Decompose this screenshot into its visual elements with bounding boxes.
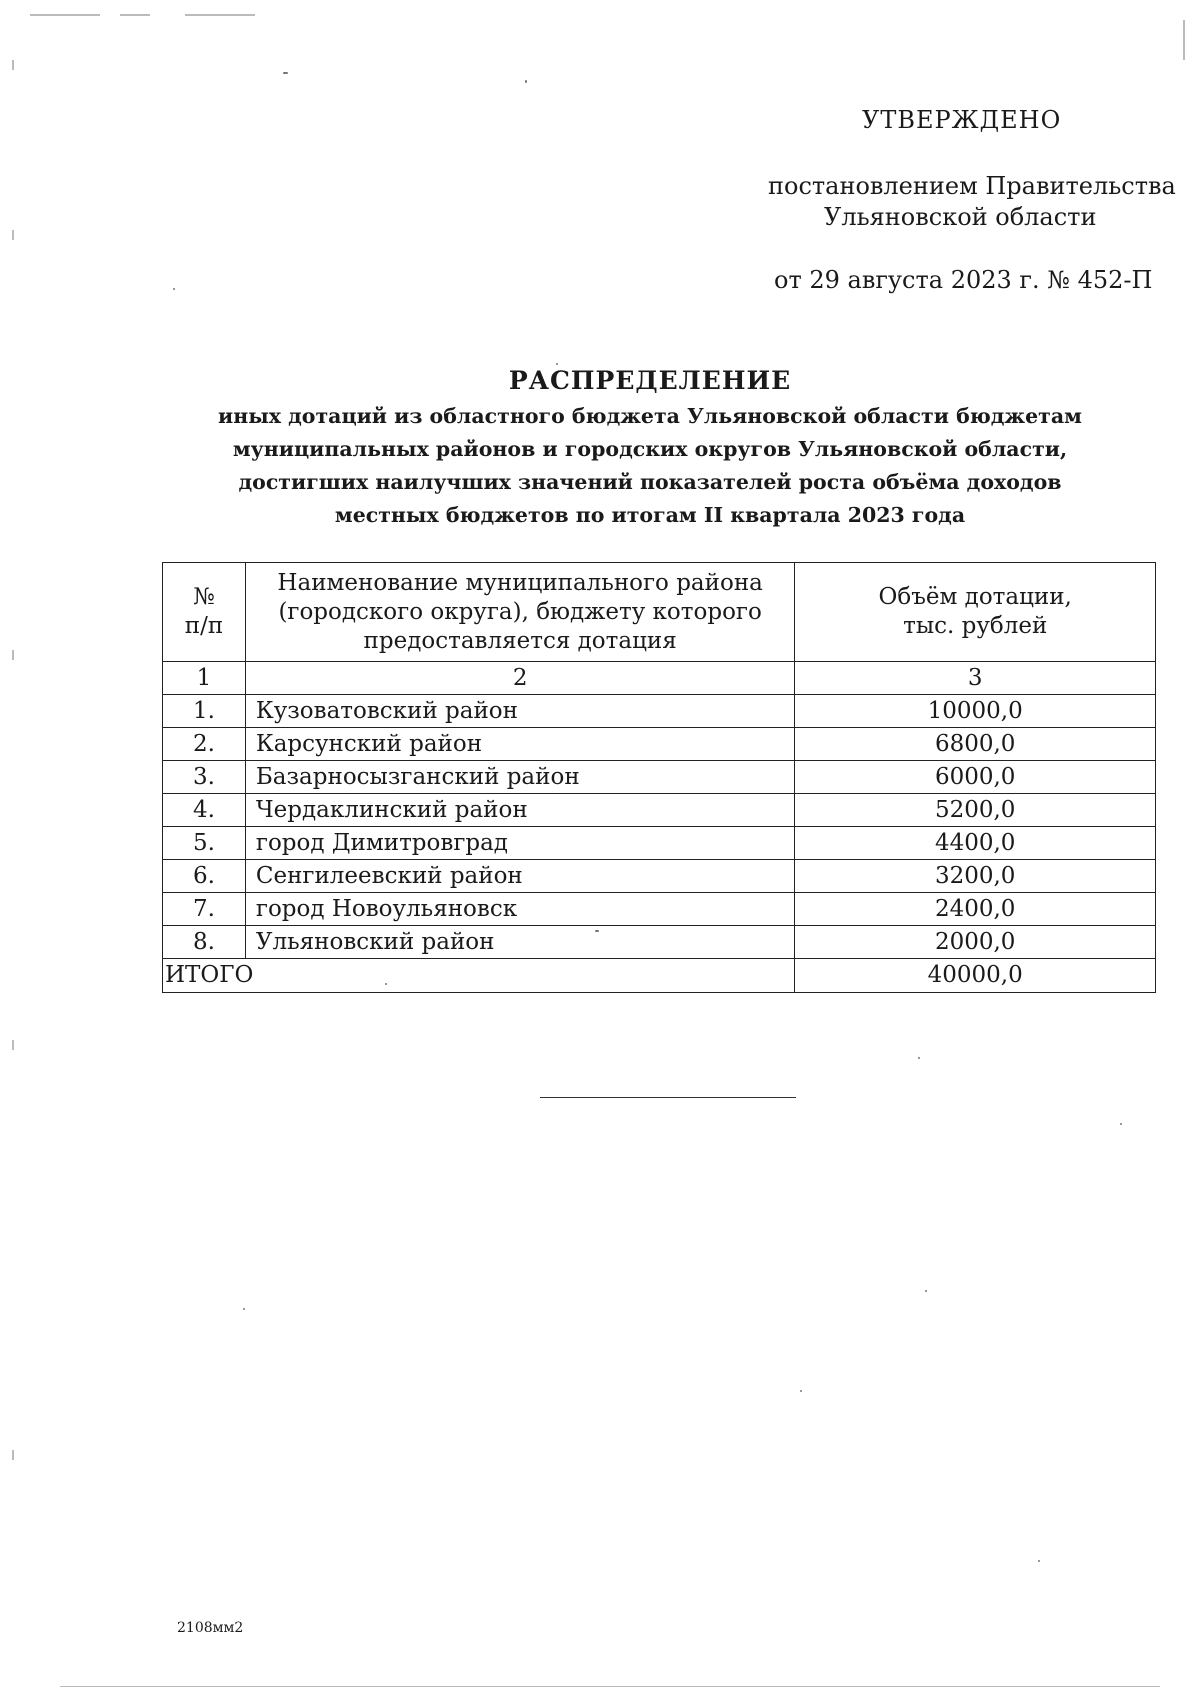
header-amount: Объём дотации, тыс. рублей (795, 563, 1156, 662)
total-row (163, 959, 1156, 993)
scan-artifact (173, 288, 175, 290)
scan-artifact (30, 14, 100, 16)
scan-artifact (556, 363, 558, 365)
row-name: город Новоульяновск (245, 893, 795, 926)
row-index: 7. (163, 893, 246, 926)
row-value: 4400,0 (795, 827, 1156, 860)
document-subtitle (170, 400, 1130, 532)
subtitle-line: иных дотаций из областного бюджета Ульяновской области бюджетам (218, 404, 1082, 428)
table-row (163, 761, 1156, 794)
row-index: 2. (163, 728, 246, 761)
row-index: 6. (163, 860, 246, 893)
scan-artifact (1038, 1560, 1040, 1562)
scan-artifact (925, 1290, 927, 1292)
table-row (163, 827, 1156, 860)
approval-decree: постановлением Правительства (768, 172, 1176, 200)
subtitle-line: муниципальных районов и городских округов Ульяновской области, (232, 437, 1068, 461)
approval-region: Ульяновской области (824, 203, 1097, 231)
distribution-table (162, 562, 1156, 993)
scan-artifact (60, 1686, 1160, 1687)
scan-artifact (800, 1390, 802, 1392)
row-value: 2000,0 (795, 926, 1156, 959)
scan-artifact (1120, 1123, 1122, 1125)
row-name: Ульяновский район (245, 926, 795, 959)
scan-artifact (525, 80, 527, 83)
row-value: 3200,0 (795, 860, 1156, 893)
row-index: 8. (163, 926, 246, 959)
approval-stamp: УТВЕРЖДЕНО (862, 106, 1062, 134)
scan-artifact (12, 650, 14, 660)
row-value: 6000,0 (795, 761, 1156, 794)
subtitle-line: местных бюджетов по итогам II квартала 2023 года (334, 503, 966, 527)
row-index: 3. (163, 761, 246, 794)
row-value: 10000,0 (795, 695, 1156, 728)
row-name: город Димитровград (245, 827, 795, 860)
scan-artifact (12, 1040, 14, 1050)
table-row (163, 860, 1156, 893)
total-value: 40000,0 (795, 959, 1156, 993)
separator-line (540, 1097, 796, 1098)
column-number: 3 (795, 662, 1156, 695)
row-value: 6800,0 (795, 728, 1156, 761)
row-index: 4. (163, 794, 246, 827)
scan-artifact (12, 60, 14, 70)
header-number: № п/п (163, 563, 246, 662)
table-row (163, 893, 1156, 926)
scan-artifact (12, 1450, 14, 1460)
row-name: Базарносызганский район (245, 761, 795, 794)
scan-artifact (243, 1308, 245, 1310)
scan-artifact (185, 14, 255, 16)
table-row (163, 794, 1156, 827)
scan-artifact (1183, 20, 1185, 60)
scan-artifact (918, 1057, 920, 1059)
table-row (163, 926, 1156, 959)
approval-date: от 29 августа 2023 г. № 452-П (774, 266, 1153, 294)
total-label: ИТОГО (163, 959, 795, 993)
row-name: Чердаклинский район (245, 794, 795, 827)
document-title: РАСПРЕДЕЛЕНИЕ (508, 366, 792, 395)
table-header-row (163, 563, 1156, 662)
row-index: 5. (163, 827, 246, 860)
header-name: Наименование муниципального района (городского округа), бюджету которого предоставляется дотация (245, 563, 795, 662)
subtitle-line: достигших наилучших значений показателей роста объёма доходов (238, 470, 1062, 494)
column-number-row (163, 662, 1156, 695)
scan-artifact (120, 14, 150, 16)
row-value: 5200,0 (795, 794, 1156, 827)
row-name: Сенгилеевский район (245, 860, 795, 893)
scan-artifact (283, 72, 288, 74)
column-number: 1 (163, 662, 246, 695)
column-number: 2 (245, 662, 795, 695)
scan-artifact (385, 983, 387, 985)
row-name: Кузоватовский район (245, 695, 795, 728)
table-row (163, 728, 1156, 761)
scan-artifact (595, 930, 599, 932)
row-index: 1. (163, 695, 246, 728)
document-code: 2108мм2 (177, 1620, 244, 1636)
scan-artifact (12, 230, 14, 240)
table-row (163, 695, 1156, 728)
row-value: 2400,0 (795, 893, 1156, 926)
row-name: Карсунский район (245, 728, 795, 761)
